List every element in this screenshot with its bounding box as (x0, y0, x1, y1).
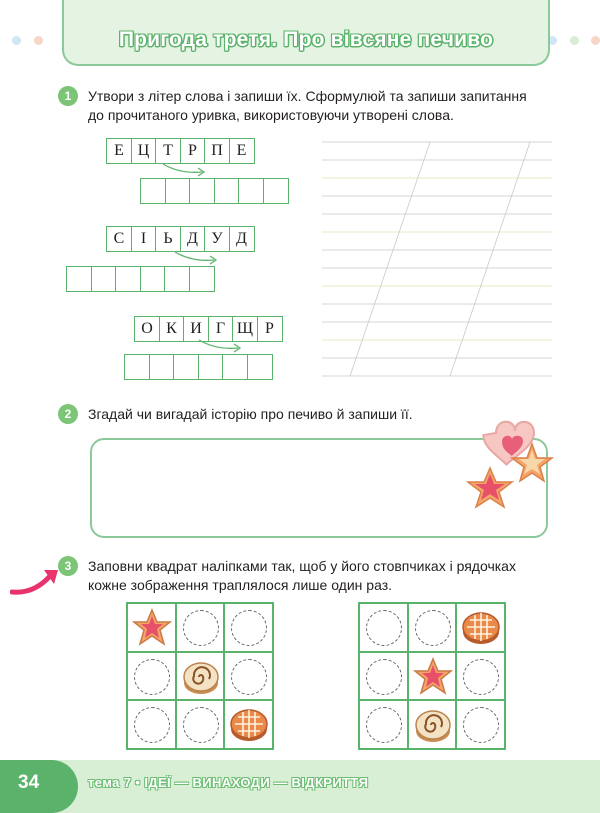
sticker-placeholder[interactable] (183, 610, 219, 646)
answer-cell[interactable] (222, 354, 248, 380)
answer-cell[interactable] (214, 178, 240, 204)
sticker-slot-empty[interactable] (408, 603, 457, 652)
sticker-slot-empty[interactable] (127, 652, 176, 701)
sticker-slot-empty[interactable] (359, 603, 408, 652)
task1-instruction-line2: до прочитаного уривка, використовуючи утворені слова. (88, 107, 454, 123)
star-cookie-icon (413, 657, 453, 702)
sticker-placeholder[interactable] (366, 610, 402, 646)
sticker-grid-left (126, 602, 274, 750)
letter-cell: Ц (131, 138, 157, 164)
star-cookie-icon (132, 608, 172, 653)
answer-cell[interactable] (124, 354, 150, 380)
answer-row-2[interactable] (66, 266, 215, 292)
writing-lines[interactable] (322, 140, 552, 380)
sticker-grid-right (358, 602, 506, 750)
sticker-slot-filled[interactable] (408, 700, 457, 749)
cinnamon-roll-icon (181, 657, 221, 702)
answer-cell[interactable] (140, 178, 166, 204)
answer-cell[interactable] (189, 266, 215, 292)
letter-cell: О (134, 316, 160, 342)
sticker-placeholder[interactable] (231, 610, 267, 646)
sticker-slot-empty[interactable] (224, 652, 273, 701)
page-title: Пригода третя. Про вівсяне печиво (118, 28, 494, 51)
letter-cell: У (204, 226, 230, 252)
sticker-placeholder[interactable] (366, 707, 402, 743)
sticker-slot-empty[interactable] (224, 603, 273, 652)
letter-cell: Р (257, 316, 283, 342)
answer-row-3[interactable] (124, 354, 273, 380)
letter-cell: Е (106, 138, 132, 164)
cookies-illustration (462, 418, 562, 518)
letter-cell: Д (229, 226, 255, 252)
letter-cell: Г (208, 316, 234, 342)
answer-row-1[interactable] (140, 178, 289, 204)
sticker-slot-filled[interactable] (224, 700, 273, 749)
letter-cell: Е (229, 138, 255, 164)
answer-cell[interactable] (149, 354, 175, 380)
footer-theme: тема 7 • ІДЕЇ — ВИНАХОДИ — ВІДКРИТТЯ (88, 775, 369, 790)
task3-instruction-line2: кожне зображення траплялося лише один раз. (88, 577, 393, 593)
sticker-placeholder[interactable] (134, 707, 170, 743)
task-number-3: 3 (58, 556, 78, 576)
answer-cell[interactable] (198, 354, 224, 380)
sticker-placeholder[interactable] (231, 659, 267, 695)
cinnamon-roll-icon (413, 705, 453, 750)
letter-cell: П (204, 138, 230, 164)
answer-cell[interactable] (247, 354, 273, 380)
answer-cell[interactable] (115, 266, 141, 292)
sticker-slot-filled[interactable] (456, 603, 505, 652)
sticker-slot-filled[interactable] (408, 652, 457, 701)
task3-instruction-line1: Заповни квадрат наліпками так, щоб у його стовпчиках і рядочках (88, 558, 516, 574)
sticker-slot-empty[interactable] (176, 603, 225, 652)
pointer-arrow-icon (10, 566, 62, 596)
sticker-slot-empty[interactable] (127, 700, 176, 749)
letter-cell: Р (180, 138, 206, 164)
round-cookie-icon (229, 705, 269, 750)
answer-cell[interactable] (140, 266, 166, 292)
answer-cell[interactable] (66, 266, 92, 292)
sticker-slot-filled[interactable] (127, 603, 176, 652)
sticker-slot-empty[interactable] (176, 700, 225, 749)
task2-instruction: Згадай чи вигадай історію про печиво й запиши її. (88, 406, 413, 422)
task1-instruction-line1: Утвори з літер слова і запиши їх. Сформулюй та запиши запитання (88, 88, 527, 104)
task-number-2: 2 (58, 404, 78, 424)
round-cookie-icon (461, 608, 501, 653)
answer-cell[interactable] (238, 178, 264, 204)
letter-cell: И (183, 316, 209, 342)
letter-cell: С (106, 226, 132, 252)
page-number: 34 (18, 772, 40, 793)
letter-cell: Ь (155, 226, 181, 252)
sticker-placeholder[interactable] (463, 659, 499, 695)
sticker-placeholder[interactable] (134, 659, 170, 695)
letter-cell: І (131, 226, 157, 252)
letter-cell: Д (180, 226, 206, 252)
letter-cell: Щ (232, 316, 258, 342)
answer-cell[interactable] (189, 178, 215, 204)
letter-row-2 (106, 226, 255, 252)
answer-cell[interactable] (164, 266, 190, 292)
answer-cell[interactable] (91, 266, 117, 292)
answer-cell[interactable] (165, 178, 191, 204)
sticker-placeholder[interactable] (463, 707, 499, 743)
answer-cell[interactable] (173, 354, 199, 380)
letter-row-1 (106, 138, 255, 164)
sticker-slot-filled[interactable] (176, 652, 225, 701)
answer-cell[interactable] (263, 178, 289, 204)
task-number-1: 1 (58, 86, 78, 106)
sticker-slot-empty[interactable] (359, 700, 408, 749)
letter-cell: Т (155, 138, 181, 164)
sticker-placeholder[interactable] (366, 659, 402, 695)
sticker-slot-empty[interactable] (456, 700, 505, 749)
sticker-placeholder[interactable] (415, 610, 451, 646)
sticker-slot-empty[interactable] (456, 652, 505, 701)
letter-cell: К (159, 316, 185, 342)
sticker-slot-empty[interactable] (359, 652, 408, 701)
sticker-placeholder[interactable] (183, 707, 219, 743)
